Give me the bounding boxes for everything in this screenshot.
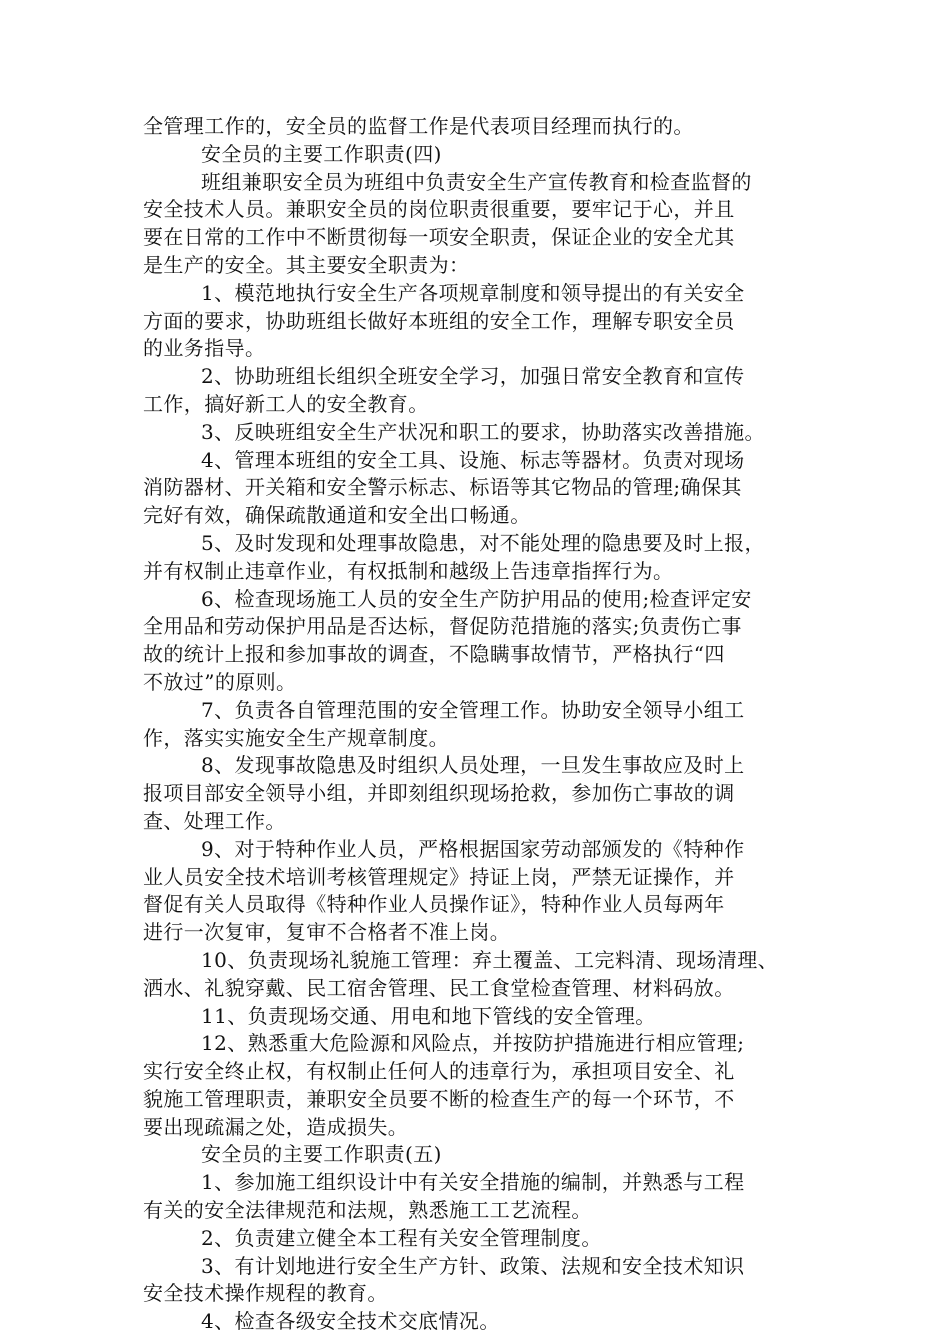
text-line: 进行一次复审，复审不合格者不准上岗。 — [143, 920, 511, 945]
text-line: 3、有计划地进行安全生产方针、政策、法规和安全技术知识 — [201, 1253, 745, 1278]
text-line: 完好有效，确保疏散通道和安全出口畅通。 — [143, 503, 531, 528]
text-line: 3、反映班组安全生产状况和职工的要求，协助落实改善措施。 — [201, 419, 765, 444]
document-page — [143, 113, 813, 1336]
text-line: 并有权制止违章作业，有权抵制和越级上告违章指挥行为。 — [143, 558, 674, 583]
text-line: 故的统计上报和参加事故的调查，不隐瞒事故情节，严格执行“四 — [143, 642, 725, 667]
text-line: 作，落实实施安全生产规章制度。 — [143, 725, 449, 750]
text-line: 安全技术操作规程的教育。 — [143, 1281, 388, 1306]
text-line: 貌施工管理职责，兼职安全员要不断的检查生产的每一个环节，不 — [143, 1086, 735, 1111]
text-line: 2、协助班组长组织全班安全学习，加强日常安全教育和宣传 — [201, 364, 745, 389]
text-line: 洒水、礼貌穿戴、民工宿舍管理、民工食堂检查管理、材料码放。 — [143, 975, 735, 1000]
text-line: 班组兼职安全员为班组中负责安全生产宣传教育和检查监督的 — [201, 169, 752, 194]
text-line: 2、负责建立健全本工程有关安全管理制度。 — [201, 1225, 602, 1250]
text-line: 8、发现事故隐患及时组织人员处理，一旦发生事故应及时上 — [201, 753, 745, 778]
text-line: 7、负责各自管理范围的安全管理工作。协助安全领导小组工 — [201, 697, 745, 722]
text-line: 要出现疏漏之处，造成损失。 — [143, 1114, 409, 1139]
text-line: 督促有关人员取得《特种作业人员操作证》，特种作业人员每两年 — [143, 892, 725, 917]
text-line: 查、处理工作。 — [143, 808, 286, 833]
text-line: 全管理工作的，安全员的监督工作是代表项目经理而执行的。 — [143, 114, 694, 138]
text-line: 实行安全终止权，有权制止任何人的违章行为，承担项目安全、礼 — [143, 1059, 735, 1084]
text-line: 不放过”的原则。 — [143, 669, 297, 694]
text-line: 全用品和劳动保护用品是否达标，督促防范措施的落实;负责伤亡事 — [143, 614, 742, 639]
text-line: 方面的要求，协助班组长做好本班组的安全工作，理解专职安全员 — [143, 308, 735, 333]
text-line: 10、负责现场礼貌施工管理：弃土覆盖、工完料清、现场清理、 — [201, 947, 779, 972]
text-line: 业人员安全技术培训考核管理规定》持证上岗，严禁无证操作，并 — [143, 864, 735, 889]
text-line: 安全技术人员。兼职安全员的岗位职责很重要，要牢记于心，并且 — [143, 197, 735, 222]
text-line: 5、及时发现和处理事故隐患，对不能处理的隐患要及时上报， — [201, 530, 765, 555]
text-line: 的业务指导。 — [143, 336, 266, 361]
text-line: 工作，搞好新工人的安全教育。 — [143, 391, 429, 416]
text-line: 消防器材、开关箱和安全警示标志、标语等其它物品的管理;确保其 — [143, 475, 742, 500]
text-line: 报项目部安全领导小组，并即刻组织现场抢救，参加伤亡事故的调 — [143, 781, 735, 806]
text-line: 9、对于特种作业人员，严格根据国家劳动部颁发的《特种作 — [201, 836, 745, 861]
text-line: 是生产的安全。其主要安全职责为： — [143, 252, 470, 277]
text-line: 有关的安全法律规范和法规，熟悉施工工艺流程。 — [143, 1198, 592, 1223]
text-line: 6、检查现场施工人员的安全生产防护用品的使用;检查评定安 — [201, 586, 752, 611]
text-line: 1、参加施工组织设计中有关安全措施的编制，并熟悉与工程 — [201, 1170, 745, 1195]
text-line: 安全员的主要工作职责(四) — [201, 141, 442, 166]
text-line: 安全员的主要工作职责(五) — [201, 1142, 442, 1167]
text-line: 12、熟悉重大危险源和风险点，并按防护措施进行相应管理; — [201, 1031, 745, 1056]
text-line: 1、模范地执行安全生产各项规章制度和领导提出的有关安全 — [201, 280, 745, 305]
text-line: 4、管理本班组的安全工具、设施、标志等器材。负责对现场 — [201, 447, 745, 472]
text-line: 11、负责现场交通、用电和地下管线的安全管理。 — [201, 1003, 656, 1028]
text-line: 4、检查各级安全技术交底情况。 — [201, 1309, 500, 1334]
text-line: 要在日常的工作中不断贯彻每一项安全职责，保证企业的安全尤其 — [143, 225, 735, 250]
